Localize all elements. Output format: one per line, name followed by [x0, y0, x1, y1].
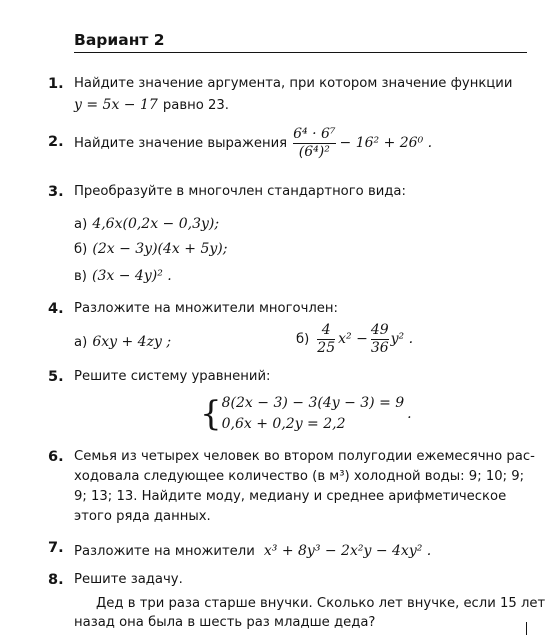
- task-1-tail: равно 23.: [162, 98, 229, 113]
- title-rule: [74, 52, 527, 53]
- task-4-b-fraction-1-num: 4: [321, 321, 331, 338]
- task-3-text: Преобразуйте в многочлен стандартного вида:: [74, 184, 406, 199]
- task-1-text: Найдите значение аргумента, при котором значение функции: [74, 76, 513, 91]
- task-2-number: 2.: [48, 134, 64, 150]
- task-8-text: Решите задачу.: [74, 572, 183, 587]
- task-4-a-label: а): [74, 335, 88, 350]
- task-5-eq1: 8(2x − 3) − 3(4y − 3) = 9: [221, 395, 405, 411]
- task-3-a-expr: 4,6x(0,2x − 0,3y);: [92, 216, 220, 232]
- task-3-c-expr: (3x − 4y)² .: [92, 268, 172, 284]
- task-3-b-label: б): [74, 242, 88, 257]
- task-5-text: Решите систему уравнений:: [74, 369, 271, 384]
- task-2-line: [74, 120, 432, 166]
- task-4-b: [296, 322, 413, 356]
- task-5-end: .: [407, 406, 412, 422]
- task-4-a-expr: 6xy + 4zy ;: [92, 334, 172, 350]
- task-6-line-4: этого ряда данных.: [74, 509, 211, 524]
- task-5-eq2: 0,6x + 0,2y = 2,2: [221, 416, 346, 432]
- task-8-number: 8.: [48, 572, 64, 588]
- task-3-a: [74, 213, 219, 232]
- task-1-formula: y = 5x − 17: [74, 97, 158, 113]
- task-4-b-mid: x² −: [338, 331, 368, 347]
- task-5-number: 5.: [48, 369, 64, 385]
- system-brace: {: [200, 394, 222, 434]
- task-8-line-2: назад она была в шесть раз младше деда?: [74, 615, 376, 630]
- task-3-b: [74, 238, 227, 257]
- page-edge-mark: [526, 622, 527, 635]
- task-7-expr: x³ + 8y³ − 2x²y − 4xy² .: [263, 543, 432, 559]
- task-1-line2: [74, 94, 229, 113]
- task-3-c-label: в): [74, 269, 87, 284]
- task-4-b-label: б): [296, 331, 310, 347]
- task-4-b-end: y² .: [390, 331, 414, 347]
- task-4-b-fraction-1-den: 25: [317, 339, 336, 356]
- task-5-system: [200, 393, 412, 435]
- task-6-number: 6.: [48, 449, 64, 465]
- task-3-number: 3.: [48, 184, 64, 200]
- page-title: Вариант 2: [74, 31, 165, 49]
- task-3-c: [74, 265, 172, 284]
- task-4-number: 4.: [48, 301, 64, 317]
- task-7-line: [74, 540, 431, 559]
- task-2-rest: − 16² + 26⁰ .: [339, 135, 433, 151]
- task-6-line-3: 9; 13; 13. Найдите моду, медиану и среднее арифметическое: [74, 489, 507, 504]
- task-3-a-label: а): [74, 217, 88, 232]
- task-7-text: Разложите на множители: [74, 544, 255, 559]
- task-7-number: 7.: [48, 540, 64, 556]
- task-2-text: Найдите значение выражения: [74, 135, 288, 151]
- task-6-line-1: Семья из четырех человек во втором полугодии ежемесячно рас-: [74, 449, 535, 464]
- task-4-a: [74, 331, 171, 350]
- task-2-fraction: [293, 127, 335, 159]
- task-4-b-fraction-1: [317, 323, 335, 355]
- task-1-number: 1.: [48, 76, 64, 92]
- task-4-b-fraction-2-den: 36: [370, 339, 389, 356]
- task-2-numerator: 6⁴ · 6⁷: [293, 125, 336, 142]
- task-8-line-1: Дед в три раза старше внучки. Сколько лет внучке, если 15 лет: [96, 596, 545, 611]
- task-4-b-fraction-2: [371, 323, 389, 355]
- task-2-denominator: (6⁴)²: [298, 143, 330, 160]
- task-4-b-fraction-2-num: 49: [370, 321, 389, 338]
- task-4-text: Разложите на множители многочлен:: [74, 301, 338, 316]
- task-6-line-2: ходовала следующее количество (в м³) холодной воды: 9; 10; 9;: [74, 469, 525, 484]
- task-3-b-expr: (2x − 3y)(4x + 5y);: [92, 241, 228, 257]
